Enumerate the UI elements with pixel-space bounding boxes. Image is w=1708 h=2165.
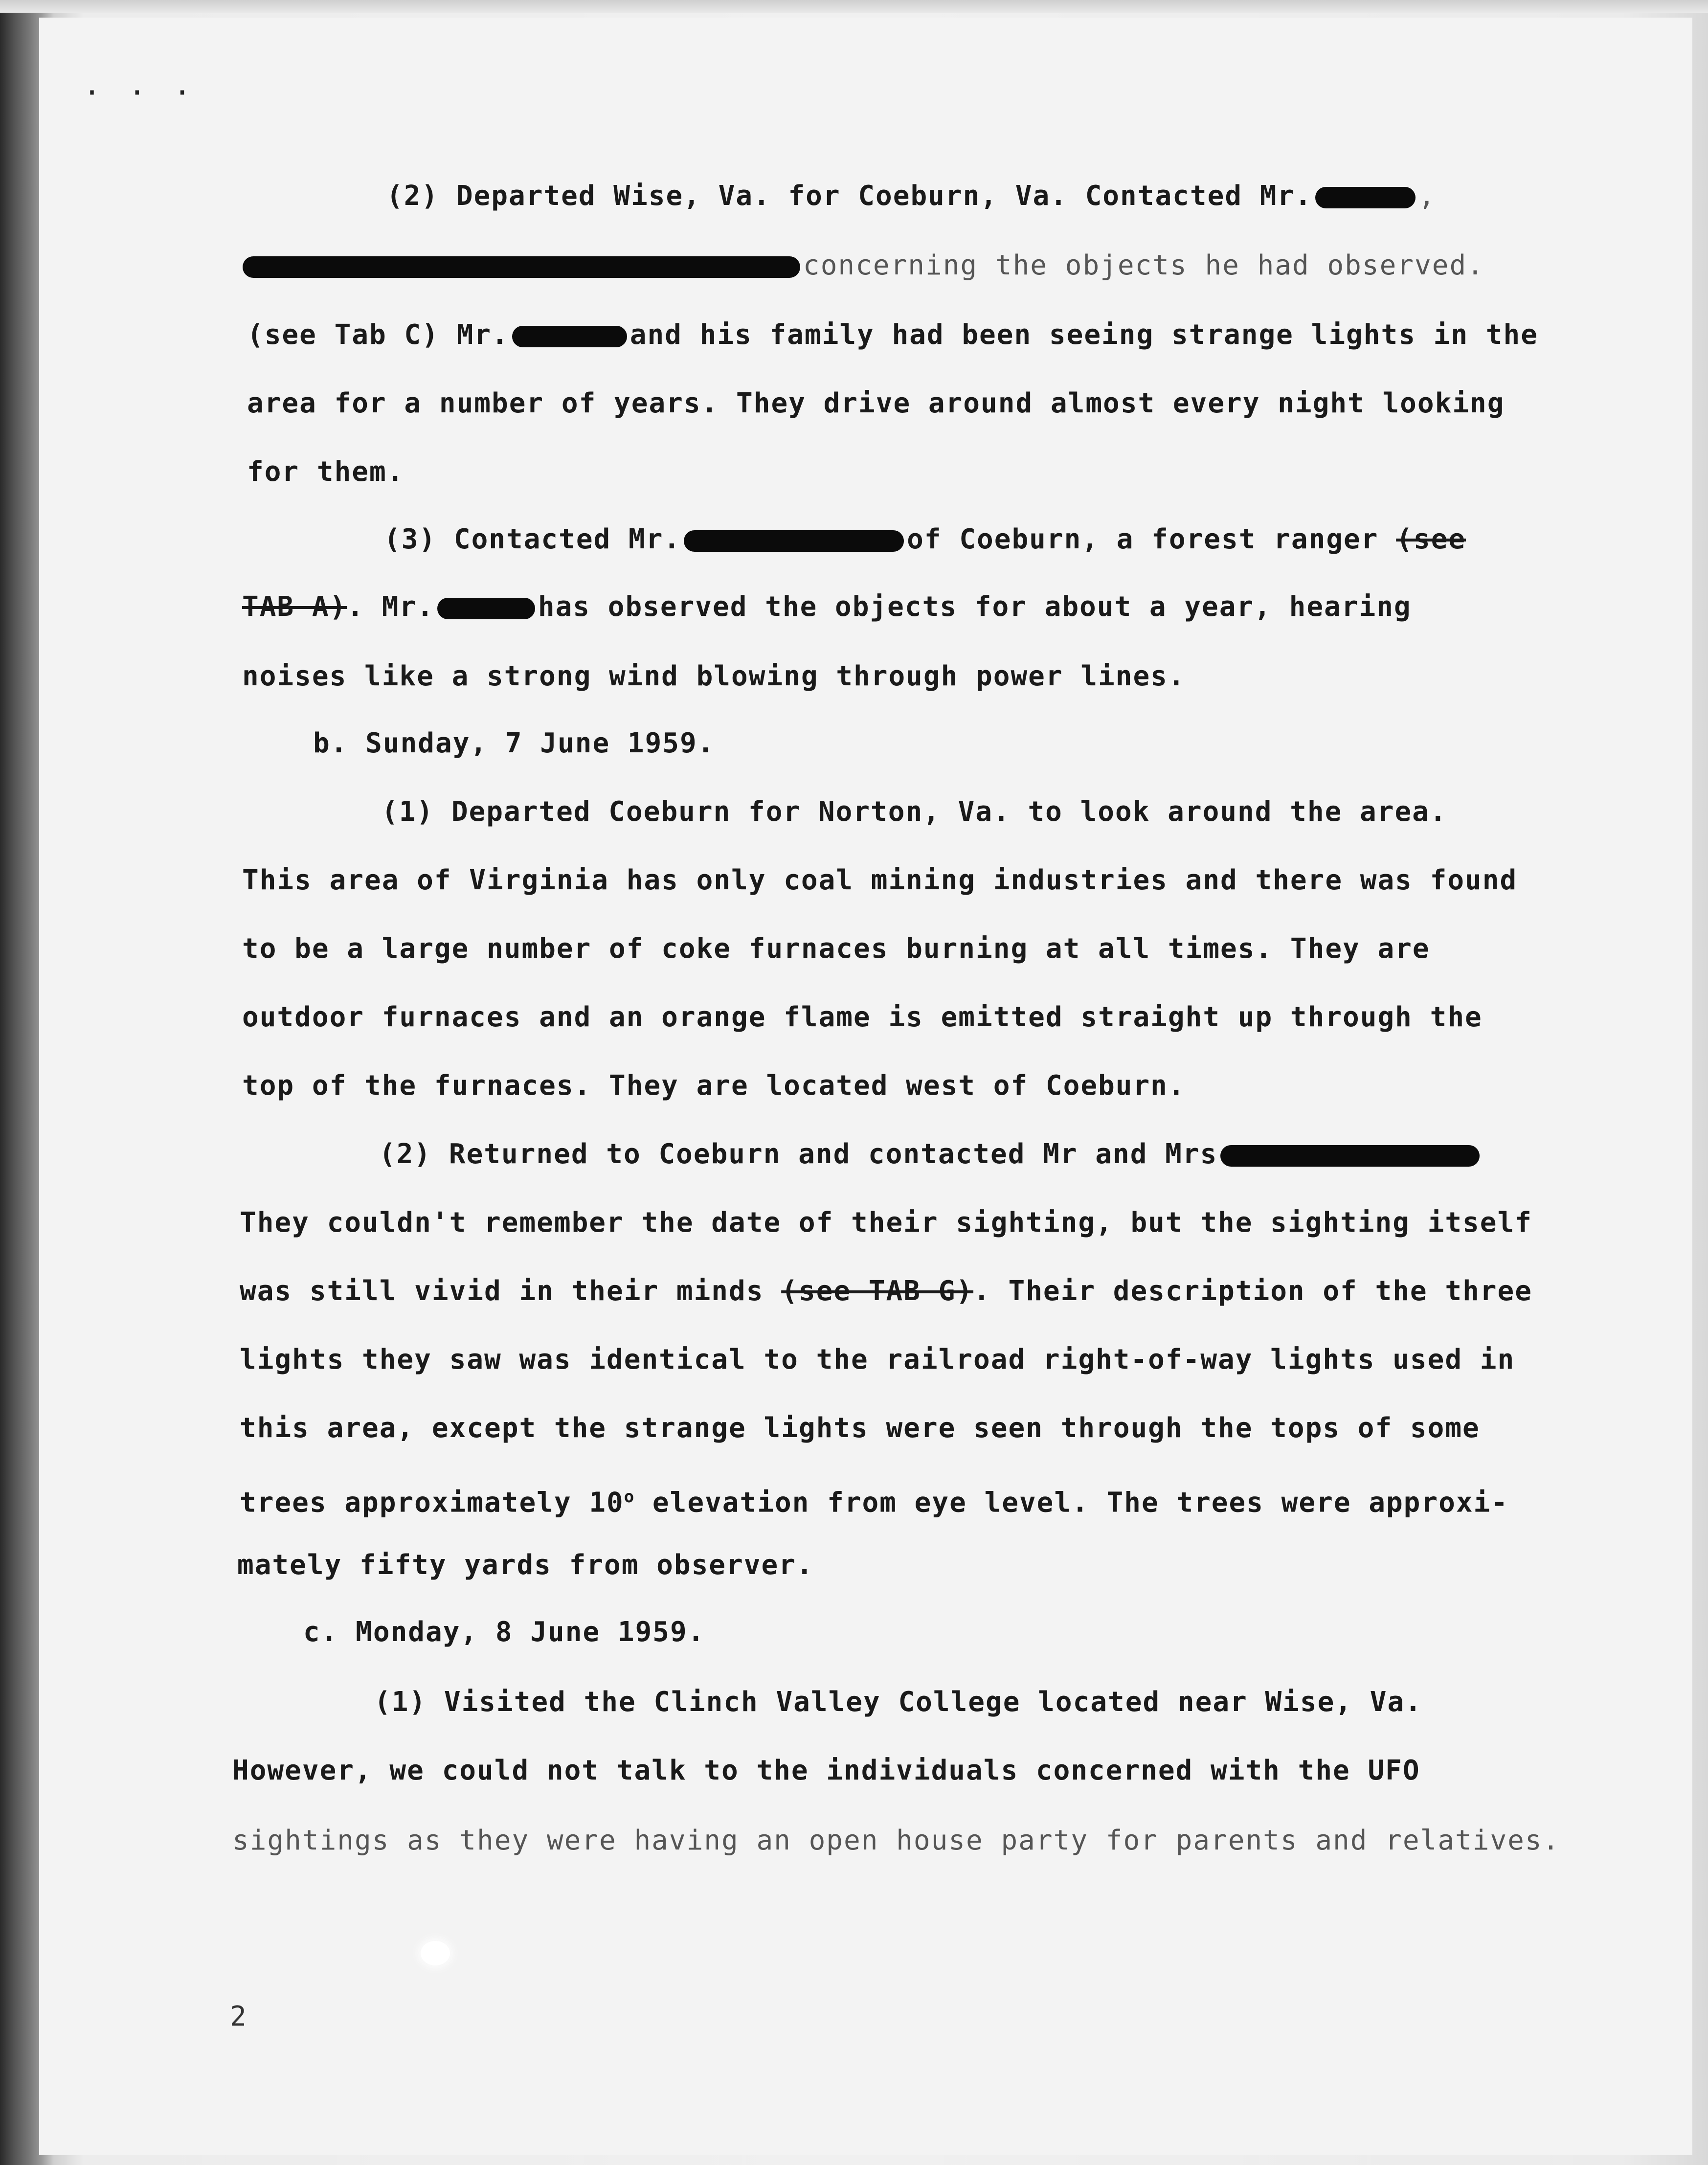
section-heading: c. Monday, 8 June 1959. xyxy=(303,1616,705,1648)
doc-line: trees approximately 10$^o$ elevation from eye level. The trees were approxi- xyxy=(240,1487,1508,1519)
redaction-bar xyxy=(1315,187,1416,208)
doc-line: mately fifty yards from observer. xyxy=(237,1549,814,1581)
doc-line: (2) Returned to Coeburn and contacted Mr and Mrs xyxy=(379,1137,1483,1172)
doc-line: this area, except the strange lights were seen through the tops of some xyxy=(240,1412,1480,1444)
doc-line: top of the furnaces. They are located west of Coeburn. xyxy=(242,1070,1186,1102)
section-heading: b. Sunday, 7 June 1959. xyxy=(313,727,715,759)
doc-line: (1) Visited the Clinch Valley College located near Wise, Va. xyxy=(374,1686,1422,1718)
redaction-bar xyxy=(512,326,627,347)
scan-blot xyxy=(421,1941,450,1965)
doc-line: outdoor furnaces and an orange flame is emitted straight up through the xyxy=(242,1001,1483,1033)
doc-line: This area of Virginia has only coal mining industries and there was found xyxy=(242,864,1518,896)
doc-line: was still vivid in their minds (see TAB G). Their description of the three xyxy=(240,1275,1532,1307)
scan-specks: · · · xyxy=(83,76,196,110)
doc-line: to be a large number of coke furnaces burning at all times. They are xyxy=(242,933,1430,965)
doc-line: area for a number of years. They drive around almost every night looking xyxy=(247,387,1505,419)
doc-line: lights they saw was identical to the railroad right-of-way lights used in xyxy=(240,1344,1515,1376)
redaction-bar xyxy=(243,256,800,278)
doc-line: (1) Departed Coeburn for Norton, Va. to look around the area. xyxy=(382,796,1447,828)
doc-line: sightings as they were having an open house party for parents and relatives. xyxy=(232,1825,1560,1856)
doc-line: noises like a strong wind blowing through power lines. xyxy=(242,660,1186,692)
doc-line: TAB A). Mr. has observed the objects for about a year, hearing xyxy=(242,591,1412,623)
doc-line: However, we could not talk to the individuals concerned with the UFO xyxy=(232,1755,1420,1786)
scan-top-edge xyxy=(0,0,1708,13)
redaction-bar xyxy=(1220,1145,1480,1167)
doc-line: (2) Departed Wise, Va. for Coeburn, Va. Contacted Mr. , xyxy=(386,180,1436,212)
redaction-bar xyxy=(684,530,904,552)
redaction-bar xyxy=(437,598,535,619)
page-number: 2 xyxy=(230,2001,247,2032)
doc-line: They couldn't remember the date of their sighting, but the sighting itself xyxy=(240,1207,1532,1239)
doc-line: concerning the objects he had observed. xyxy=(240,248,1484,283)
doc-line: for them. xyxy=(247,456,405,488)
doc-line: (3) Contacted Mr. of Coeburn, a forest ranger (see xyxy=(384,523,1466,555)
doc-line: (see Tab C) Mr. and his family had been seeing strange lights in the xyxy=(247,319,1538,351)
